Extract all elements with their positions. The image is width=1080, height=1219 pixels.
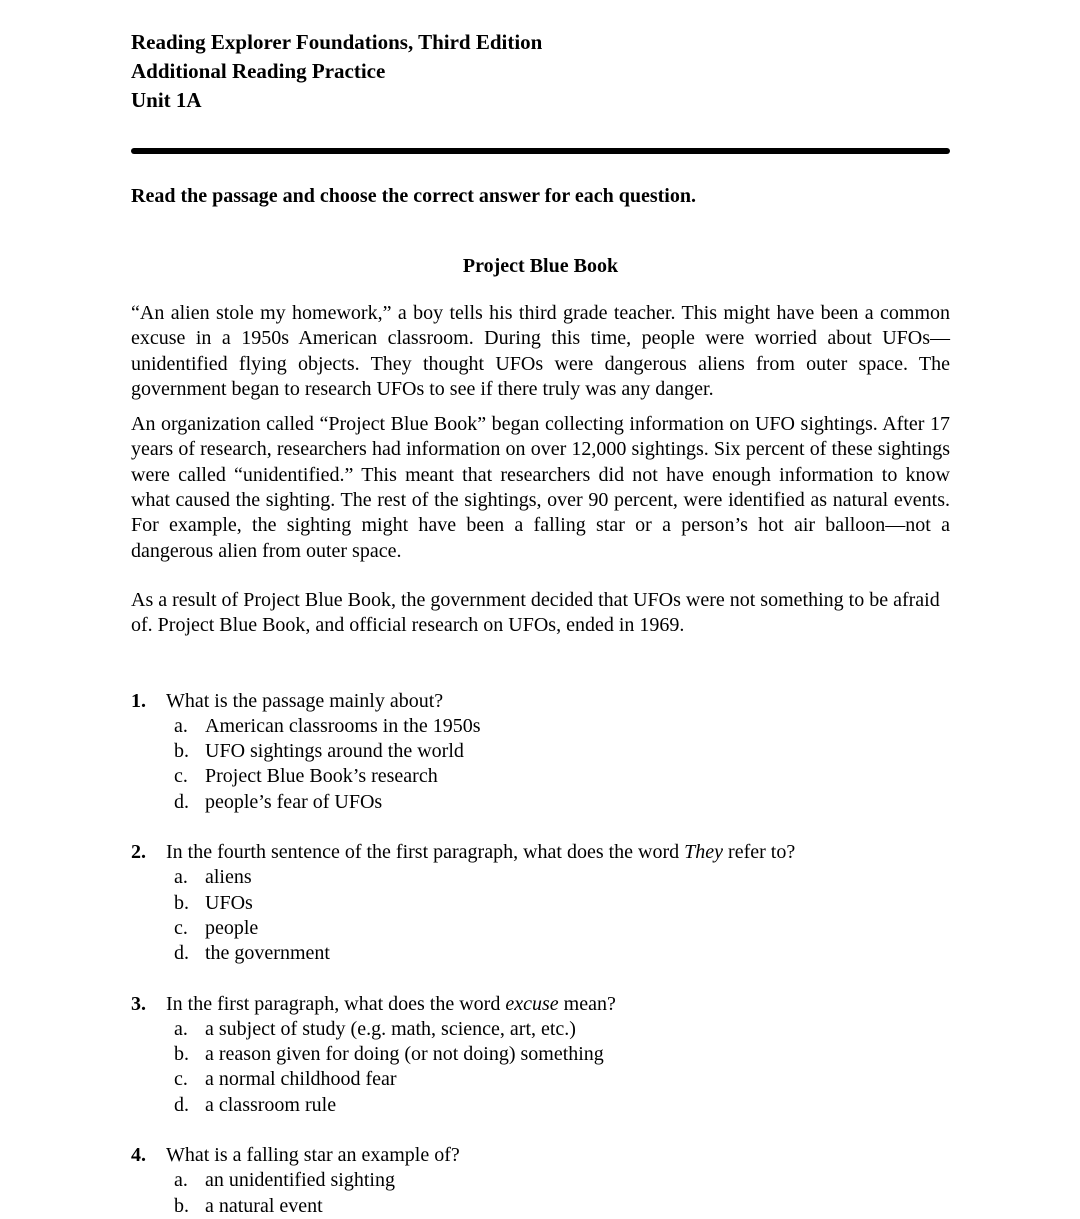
option-letter: b. bbox=[174, 891, 189, 914]
header-subtitle: Additional Reading Practice bbox=[131, 59, 386, 83]
header-unit: Unit 1A bbox=[131, 88, 202, 112]
question-text bbox=[166, 840, 950, 865]
questions-section bbox=[131, 689, 950, 1219]
question-number: 4. bbox=[131, 1144, 146, 1167]
horizontal-rule bbox=[131, 148, 950, 154]
question-text-pre: What is a falling star an example of? bbox=[166, 1144, 460, 1167]
option-row bbox=[174, 1017, 950, 1042]
option-letter: b. bbox=[174, 1194, 189, 1217]
option-letter: b. bbox=[174, 740, 189, 763]
option-row bbox=[174, 1168, 950, 1193]
question-number: 2. bbox=[131, 841, 146, 864]
option-letter: a. bbox=[174, 866, 188, 889]
header-title: Reading Explorer Foundations, Third Edition bbox=[131, 30, 543, 54]
option-text: a reason given for doing (or not doing) something bbox=[205, 1043, 604, 1066]
option-text: UFOs bbox=[205, 891, 253, 914]
option-row bbox=[174, 916, 950, 941]
question-number: 3. bbox=[131, 992, 146, 1015]
option-row bbox=[174, 941, 950, 966]
option-letter: a. bbox=[174, 1017, 188, 1040]
option-letter: a. bbox=[174, 714, 188, 737]
passage-paragraph: As a result of Project Blue Book, the government decided that UFOs were not something to be afraid of. Project Blue Book, and official research on UFOs, ended in 1969. bbox=[131, 588, 940, 637]
question-text bbox=[166, 992, 950, 1017]
option-text: people’s fear of UFOs bbox=[205, 790, 383, 813]
option-text: aliens bbox=[205, 866, 252, 889]
option-text: American classrooms in the 1950s bbox=[205, 714, 481, 737]
option-letter: d. bbox=[174, 790, 189, 813]
option-text: Project Blue Book’s research bbox=[205, 765, 438, 788]
question-text-post: refer to? bbox=[723, 841, 796, 864]
option-letter: a. bbox=[174, 1169, 188, 1192]
question-text-italic: excuse bbox=[505, 992, 559, 1015]
question-1 bbox=[131, 689, 950, 815]
option-text: a normal childhood fear bbox=[205, 1068, 397, 1091]
option-text: an unidentified sighting bbox=[205, 1169, 395, 1192]
option-letter: c. bbox=[174, 1068, 188, 1091]
option-text: a subject of study (e.g. math, science, art, etc.) bbox=[205, 1017, 576, 1040]
option-letter: c. bbox=[174, 765, 188, 788]
option-row bbox=[174, 1067, 950, 1092]
passage-paragraph: “An alien stole my homework,” a boy tells his third grade teacher. This might have been a common excuse in a 1950s American classroom. During this time, people were worried about UFOs—unidentified flying objects. They thought UFOs were dangerous aliens from outer space. The government began to research UFOs to see if there truly was any danger. bbox=[131, 302, 950, 400]
question-line bbox=[131, 689, 950, 714]
option-letter: b. bbox=[174, 1043, 189, 1066]
option-letter: c. bbox=[174, 916, 188, 939]
option-row bbox=[174, 1042, 950, 1067]
document-header bbox=[131, 28, 950, 115]
option-row bbox=[174, 865, 950, 890]
passage-paragraph: An organization called “Project Blue Book” began collecting information on UFO sightings. After 17 years of research, researchers had information on over 12,000 sightings. Six percent of these sightings were called “unidentified.” This meant that researchers did not have enough information to know what caused the sighting. The rest of the sightings, over 90 percent, were identified as natural events. For example, the sighting might have been a falling star or a person’s hot air balloon—not a dangerous alien from outer space. bbox=[131, 413, 950, 562]
option-row bbox=[174, 739, 950, 764]
question-text-pre: In the fourth sentence of the first paragraph, what does the word bbox=[166, 841, 685, 864]
option-text: UFO sightings around the world bbox=[205, 740, 464, 763]
question-line bbox=[131, 1143, 950, 1168]
option-row bbox=[174, 1194, 950, 1219]
question-text-pre: In the first paragraph, what does the word bbox=[166, 992, 506, 1015]
option-row bbox=[174, 764, 950, 789]
question-line bbox=[131, 840, 950, 865]
question-line bbox=[131, 992, 950, 1017]
question-text-pre: What is the passage mainly about? bbox=[166, 689, 444, 712]
question-text bbox=[166, 689, 950, 714]
option-text: a classroom rule bbox=[205, 1093, 337, 1116]
option-row bbox=[174, 891, 950, 916]
question-4 bbox=[131, 1143, 950, 1219]
option-row bbox=[174, 790, 950, 815]
option-text: people bbox=[205, 916, 259, 939]
option-letter: d. bbox=[174, 942, 189, 965]
question-number: 1. bbox=[131, 689, 146, 712]
instructions-text: Read the passage and choose the correct answer for each question. bbox=[131, 185, 696, 207]
option-row bbox=[174, 1093, 950, 1118]
option-letter: d. bbox=[174, 1093, 189, 1116]
question-text-italic: They bbox=[684, 841, 724, 864]
question-3 bbox=[131, 992, 950, 1118]
question-text-post: mean? bbox=[558, 992, 616, 1015]
question-2 bbox=[131, 840, 950, 966]
question-text bbox=[166, 1143, 950, 1168]
option-text: a natural event bbox=[205, 1194, 323, 1217]
option-text: the government bbox=[205, 942, 330, 965]
option-row bbox=[174, 714, 950, 739]
passage-title: Project Blue Book bbox=[462, 255, 619, 277]
